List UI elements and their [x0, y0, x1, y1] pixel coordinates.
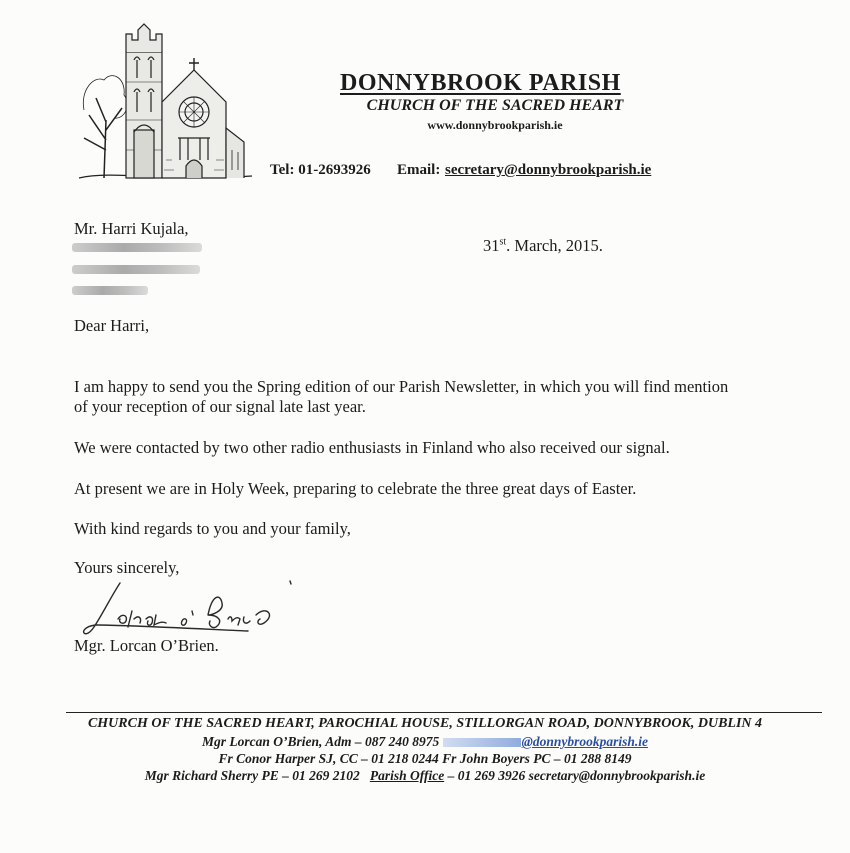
email-label: Email:: [397, 162, 441, 178]
paragraph-1-line-2: of your reception of our signal late last year.: [74, 397, 366, 416]
parish-office-label: Parish Office: [369, 768, 445, 783]
website-text: www.donnybrookparish.ie: [427, 118, 563, 132]
administrator-contact: Mgr Lorcan O’Brien, Adm – 087 240 8975: [201, 734, 440, 749]
footer-line-office: [0, 768, 850, 784]
handwritten-signature: [80, 575, 340, 645]
redacted-address-line: [72, 286, 148, 295]
salutation: Dear Harri,: [74, 316, 150, 335]
redacted-email-prefix: [443, 738, 521, 747]
footer-line-curates: Fr Conor Harper SJ, CC – 01 218 0244 Fr John Boyers PC – 01 288 8149: [218, 751, 632, 766]
administrator-email: @donnybrookparish.ie: [521, 734, 649, 749]
recipient-name: Mr. Harri Kujala,: [74, 219, 189, 238]
paragraph-4: With kind regards to you and your family,: [74, 519, 351, 538]
parish-office-contact: – 01 269 3926 secretary@donnybrookparish.ie: [444, 768, 706, 783]
paragraph-2: We were contacted by two other radio enthusiasts in Finland who also received our signal.: [74, 438, 670, 457]
telephone-number: Tel: 01-2693926: [270, 162, 371, 178]
date-day: 31: [483, 236, 500, 255]
redacted-address-line: [72, 265, 200, 274]
paragraph-3: At present we are in Holy Week, preparing to celebrate the three great days of Easter.: [74, 479, 637, 498]
footer-divider: [66, 712, 822, 713]
pe-contact: Mgr Richard Sherry PE – 01 269 2102: [144, 768, 360, 783]
closing: Yours sincerely,: [74, 558, 180, 577]
email-address: secretary@donnybrookparish.ie: [445, 162, 652, 178]
paragraph-1-line-1: I am happy to send you the Spring edition of our Parish Newsletter, in which you will find mention: [74, 377, 729, 396]
church-subtitle: CHURCH OF THE SACRED HEART: [366, 97, 624, 114]
footer-line-administrator: [0, 734, 850, 750]
church-illustration-icon: [74, 20, 254, 185]
redacted-address-line: [72, 243, 202, 252]
parish-title: DONNYBROOK PARISH: [340, 70, 621, 96]
date-suffix: st: [499, 236, 507, 248]
signatory-name: Mgr. Lorcan O’Brien.: [74, 636, 219, 655]
date-rest: . March, 2015.: [506, 236, 603, 255]
letter-date: [483, 236, 603, 256]
footer-address: CHURCH OF THE SACRED HEART, PAROCHIAL HOUSE, STILLORGAN ROAD, DONNYBROOK, DUBLIN 4: [87, 716, 763, 731]
